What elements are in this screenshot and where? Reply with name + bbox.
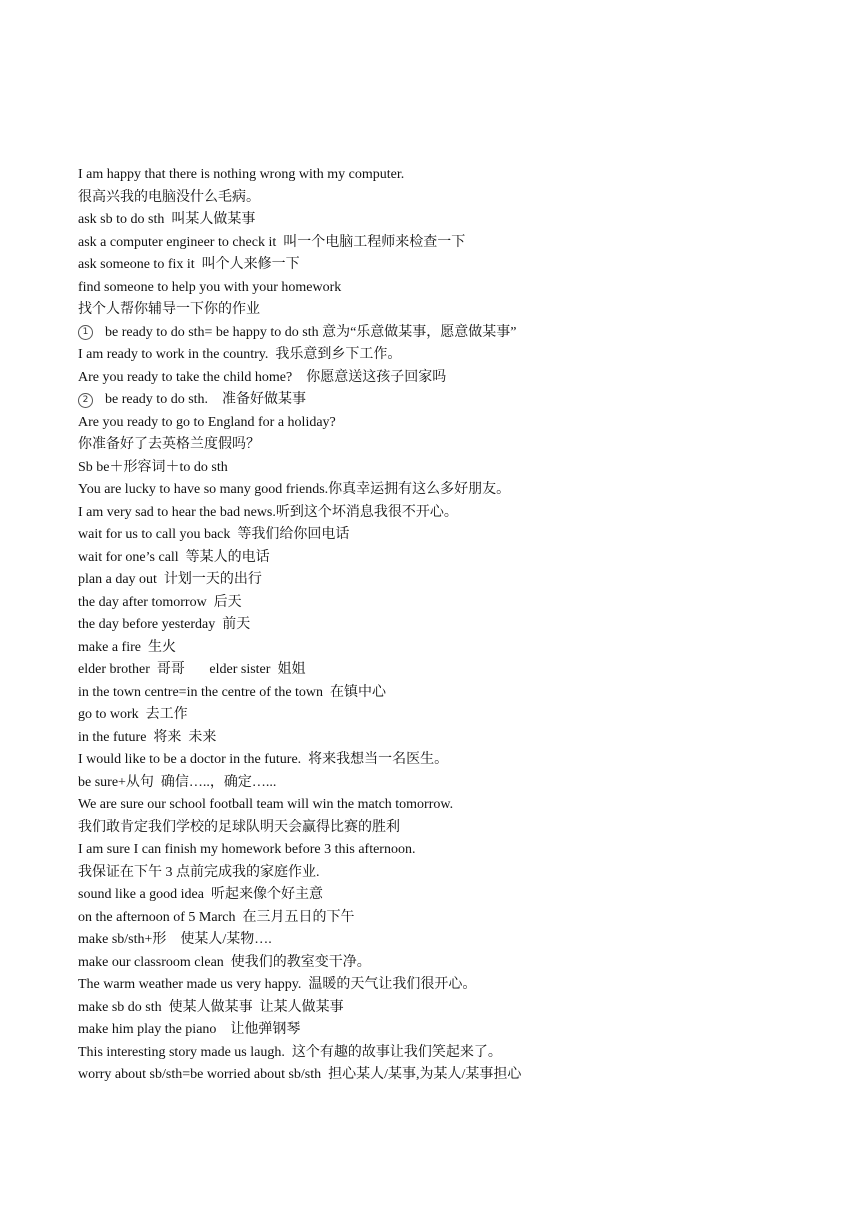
text-line: I am sure I can finish my homework before 3 this afternoon.	[78, 842, 416, 857]
numbered-item-2	[78, 389, 818, 412]
text-line: We are sure our school football team will win the match tomorrow.	[78, 797, 454, 812]
text-line: sound like a good idea 听起来像个好主意	[78, 887, 323, 902]
text-line: I would like to be a doctor in the future. 将来我想当一名医生。	[78, 752, 449, 767]
text-line: find someone to help you with your homework	[78, 279, 342, 295]
text-line: ask sb to do sth 叫某人做某事	[78, 212, 256, 227]
text-line: the day before yesterday 前天	[78, 617, 251, 632]
text-line: be sure+从句 确信…..，确定…...	[78, 774, 277, 790]
text-line: wait for us to call you back 等我们给你回电话	[78, 527, 350, 542]
circled-number-one: 1	[78, 325, 93, 340]
text-line: worry about sb/sth=be worried about sb/sth 担心某人/某事,为某人/某事担心	[78, 1067, 522, 1082]
text-line: I am ready to work in the country. 我乐意到乡下工作。	[78, 347, 402, 362]
text-line: Sb be＋形容词＋to do sth	[78, 459, 228, 475]
text-line: 你准备好了去英格兰度假吗？	[78, 437, 260, 452]
text-line: 我们敢肯定我们学校的足球队明天会赢得比赛的胜利	[78, 819, 400, 835]
text-line: I am very sad to hear the bad news.听到这个坏消息我很不开心。	[78, 504, 458, 520]
text-line: 很高兴我的电脑没什么毛病。	[78, 189, 260, 205]
text-line: ask someone to fix it 叫个人来修一下	[78, 257, 300, 272]
numbered-item-text: be ready to do sth= be happy to do sth 意为“乐意做某事，愿意做某事”	[105, 324, 517, 340]
numbered-item-text: be ready to do sth. 准备好做某事	[105, 392, 307, 407]
circled-number-two: 2	[78, 393, 93, 408]
text-line: Are you ready to go to England for a holiday?	[78, 414, 336, 430]
text-line: in the town centre=in the centre of the town 在镇中心	[78, 684, 387, 700]
text-line: on the afternoon of 5 March 在三月五日的下午	[78, 909, 355, 925]
text-line: I am happy that there is nothing wrong with my computer.	[78, 167, 405, 182]
text-line: The warm weather made us very happy. 温暖的天气让我们很开心。	[78, 977, 477, 992]
text-line: make a fire 生火	[78, 639, 176, 655]
text-line: elder brother 哥哥 elder sister 姐姐	[78, 662, 306, 677]
numbered-item-1	[78, 322, 818, 345]
text-line: 找个人帮你辅导一下你的作业	[78, 302, 260, 317]
text-line: go to work 去工作	[78, 707, 188, 722]
text-line: This interesting story made us laugh. 这个有趣的故事让我们笑起来了。	[78, 1044, 502, 1060]
text-line: the day after tomorrow 后天	[78, 594, 242, 610]
text-line: plan a day out 计划一天的出行	[78, 572, 262, 587]
text-line: make sb/sth+形 使某人/某物….	[78, 932, 272, 947]
text-line: make sb do sth 使某人做某事 让某人做某事	[78, 999, 344, 1015]
text-line: in the future 将来 未来	[78, 729, 217, 745]
text-line: make our classroom clean 使我们的教室变干净。	[78, 954, 371, 970]
text-line: You are lucky to have so many good friends.你真幸运拥有这么多好朋友。	[78, 482, 511, 497]
document-body	[78, 164, 818, 1087]
text-line: wait for one’s call 等某人的电话	[78, 549, 270, 565]
text-line: make him play the piano 让他弹钢琴	[78, 1022, 301, 1037]
text-line: 我保证在下午 3 点前完成我的家庭作业.	[78, 864, 320, 880]
text-line: Are you ready to take the child home? 你愿意送这孩子回家吗	[78, 369, 447, 385]
text-line: ask a computer engineer to check it 叫一个电脑工程师来检查一下	[78, 234, 466, 250]
